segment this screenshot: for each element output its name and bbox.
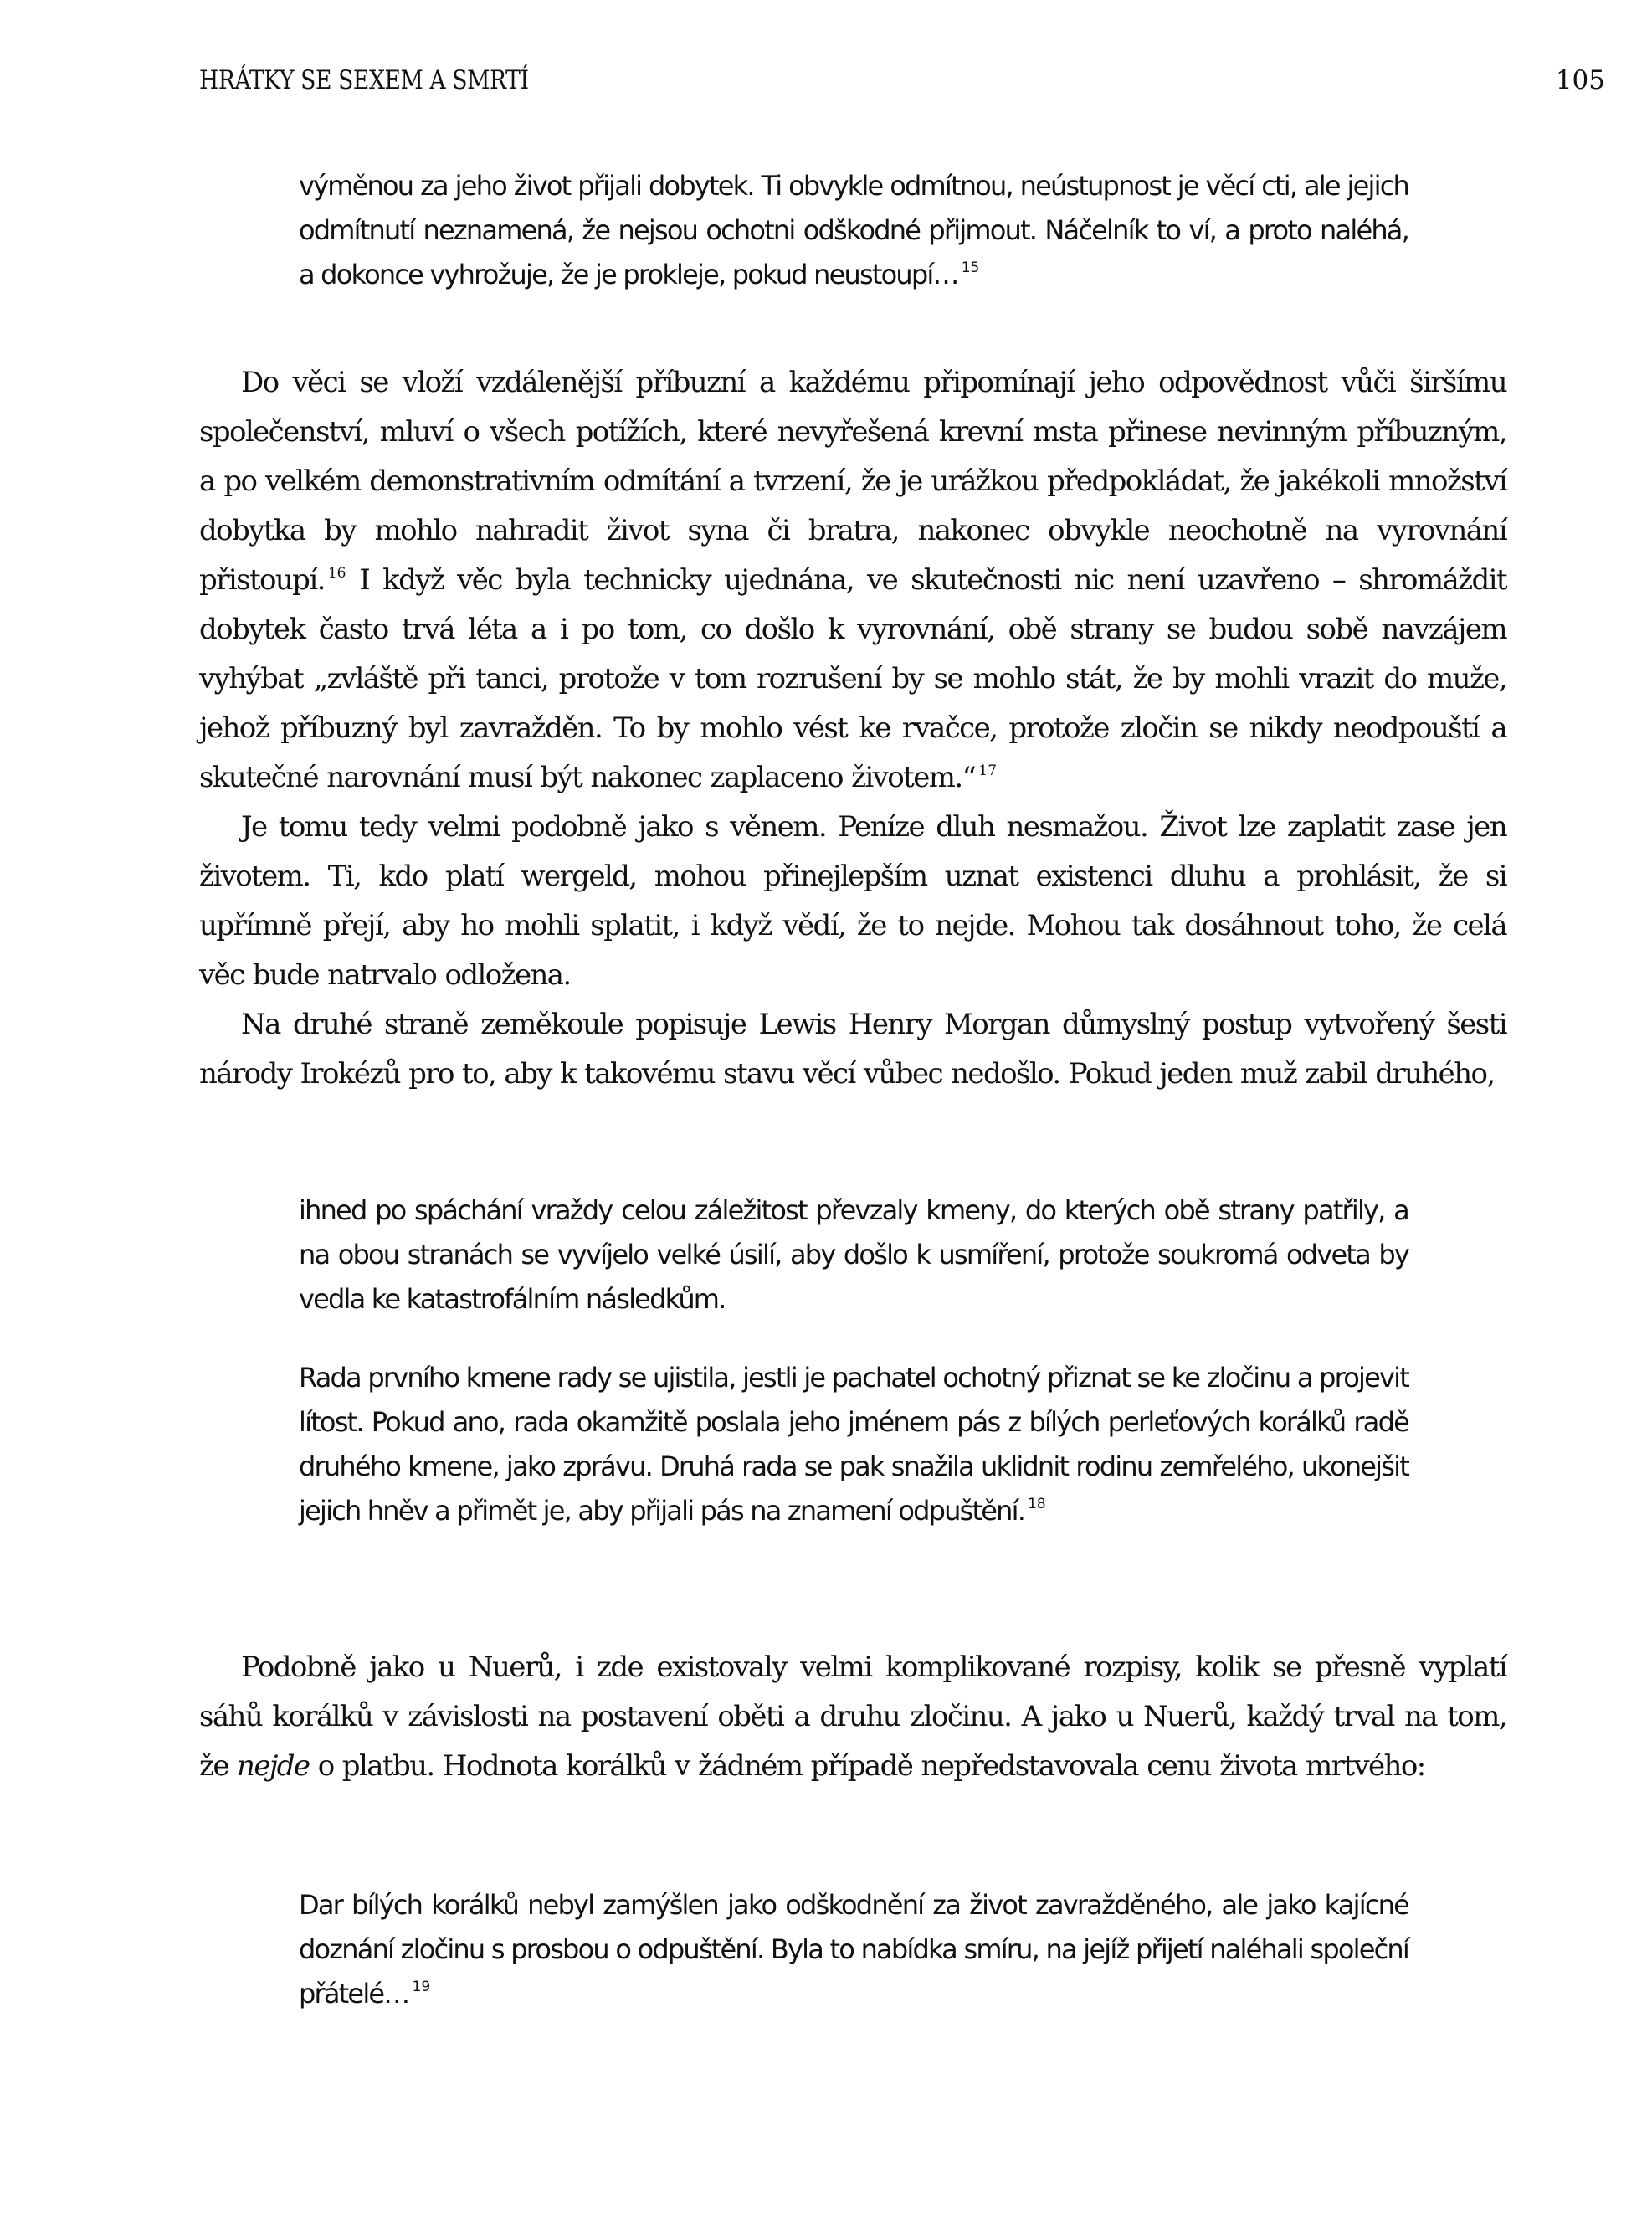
emphasis: nejde	[237, 1749, 310, 1783]
quote-text	[299, 1356, 1408, 1533]
paragraph-text: Na druhé straně zeměkoule popisuje Lewis Henry Morgan důmyslný postup vytvořený šesti národy Irokézů pro to, aby k takovému stavu věcí vůbec nedošlo. Pokud jeden muž zabil druhého,	[199, 1008, 1506, 1091]
paragraph-text-a: Do věci se vloží vzdálenější příbuzní a každému připomínají jeho odpovědnost vůči širšímu společenství, mluví o všech potížích, které nevyřešená krevní msta přinese nevinným příbuzným, a po velkém demonstrativním odmítání a tvrzení, že je urážkou předpokládat, že jakékoli množství dobytka by mohlo nahradit život syna či bratra, nakonec obvykle neochotně na vyrovnání přistoupí.	[199, 366, 1506, 597]
quote-text	[299, 164, 1408, 297]
paragraph-text-a: Podobně jako u Nuerů, i zde existovaly velmi komplikované rozpisy, kolik se přesně vyplatí sáhů korálků v závislosti na postavení oběti a druhu zločinu. A jako u Nuerů, každý trval na tom, že	[199, 1650, 1506, 1783]
running-title: HRÁTKY SE SEXEM A SMRTÍ	[199, 65, 529, 95]
footnote-ref: 19	[412, 1979, 431, 1995]
paragraph-3	[199, 1000, 1506, 1099]
paragraph-text-b: o platbu. Hodnota korálků v žádném případě nepředstavovala cenu života mrtvého:	[309, 1749, 1425, 1783]
block-quote-3	[299, 1356, 1408, 1533]
footnote-ref: 15	[961, 259, 980, 276]
block-quote-1	[299, 164, 1408, 297]
footnote-ref: 18	[1028, 1496, 1046, 1512]
paragraph-text-b: I když věc byla technicky ujednána, ve skutečnosti nic není uzavřeno – shromáždit dobytek často trvá léta a i po tom, co došlo k vyrovnání, obě strany se budou sobě navzájem vyhýbat „zvláště při tanci, protože v tom rozrušení by se mohlo stát, že by mohli vrazit do muže, jehož příbuzný byl zavražděn. To by mohlo vést ke rvačce, protože zločin se nikdy neodpouští a skutečné narovnání musí být nakonec zaplaceno životem.“	[199, 563, 1506, 794]
paragraph-text: Je tomu tedy velmi podobně jako s věnem. Peníze dluh nesmažou. Život lze zaplatit zase jen životem. Ti, kdo platí wergeld, mohou přinejlepším uznat existenci dluhu a prohlásit, že si upřímně přejí, aby ho mohli splatit, i když vědí, že to nejde. Mohou tak dosáhnout toho, že celá věc bude natrvalo odložena.	[199, 810, 1506, 992]
footnote-ref: 17	[978, 762, 998, 779]
paragraph-1	[199, 358, 1506, 803]
page-number: 105	[1555, 65, 1605, 95]
paragraph-text	[199, 358, 1506, 803]
quote-text: ihned po spáchání vraždy celou záležitost převzaly kmeny, do kterých obě strany patřily, a na obou stranách se vyvíjelo velké úsilí, aby došlo k usmíření, protože soukromá odveta by vedla ke katastrofálním následkům.	[299, 1194, 1408, 1315]
quote-text	[299, 1883, 1408, 2016]
quote-body: Rada prvního kmene rady se ujistila, jestli je pachatel ochotný přiznat se ke zločinu a projevit lítost. Pokud ano, rada okamžitě poslala jeho jménem pás z bílých perleťových korálků radě druhého kmene, jako zprávu. Druhá rada se pak snažila uklidnit rodinu zemřelého, ukonejšit jejich hněv a přimět je, aby přijali pás na znamení odpuštění.	[299, 1362, 1408, 1527]
paragraph-4	[199, 1643, 1506, 1791]
block-quote-4	[299, 1883, 1408, 2016]
quote-body: Dar bílých korálků nebyl zamýšlen jako odškodnění za život zavražděného, ale jako kajícné doznání zločinu s prosbou o odpuštění. Byla to nabídka smíru, na jejíž přijetí naléhali společní přátelé…	[299, 1889, 1408, 2010]
paragraph-2	[199, 803, 1506, 1000]
paragraph-text	[199, 1643, 1506, 1791]
quote-body: výměnou za jeho život přijali dobytek. Ti obvykle odmítnou, neústupnost je věcí cti, ale jejich odmítnutí neznamená, že nejsou ochotni odškodné přijmout. Náčelník to ví, a proto naléhá, a dokonce vyhrožuje, že je prokleje, pokud neustoupí…	[299, 170, 1408, 290]
footnote-ref: 16	[327, 565, 346, 582]
running-header	[199, 65, 1323, 107]
block-quote-2	[299, 1188, 1408, 1322]
